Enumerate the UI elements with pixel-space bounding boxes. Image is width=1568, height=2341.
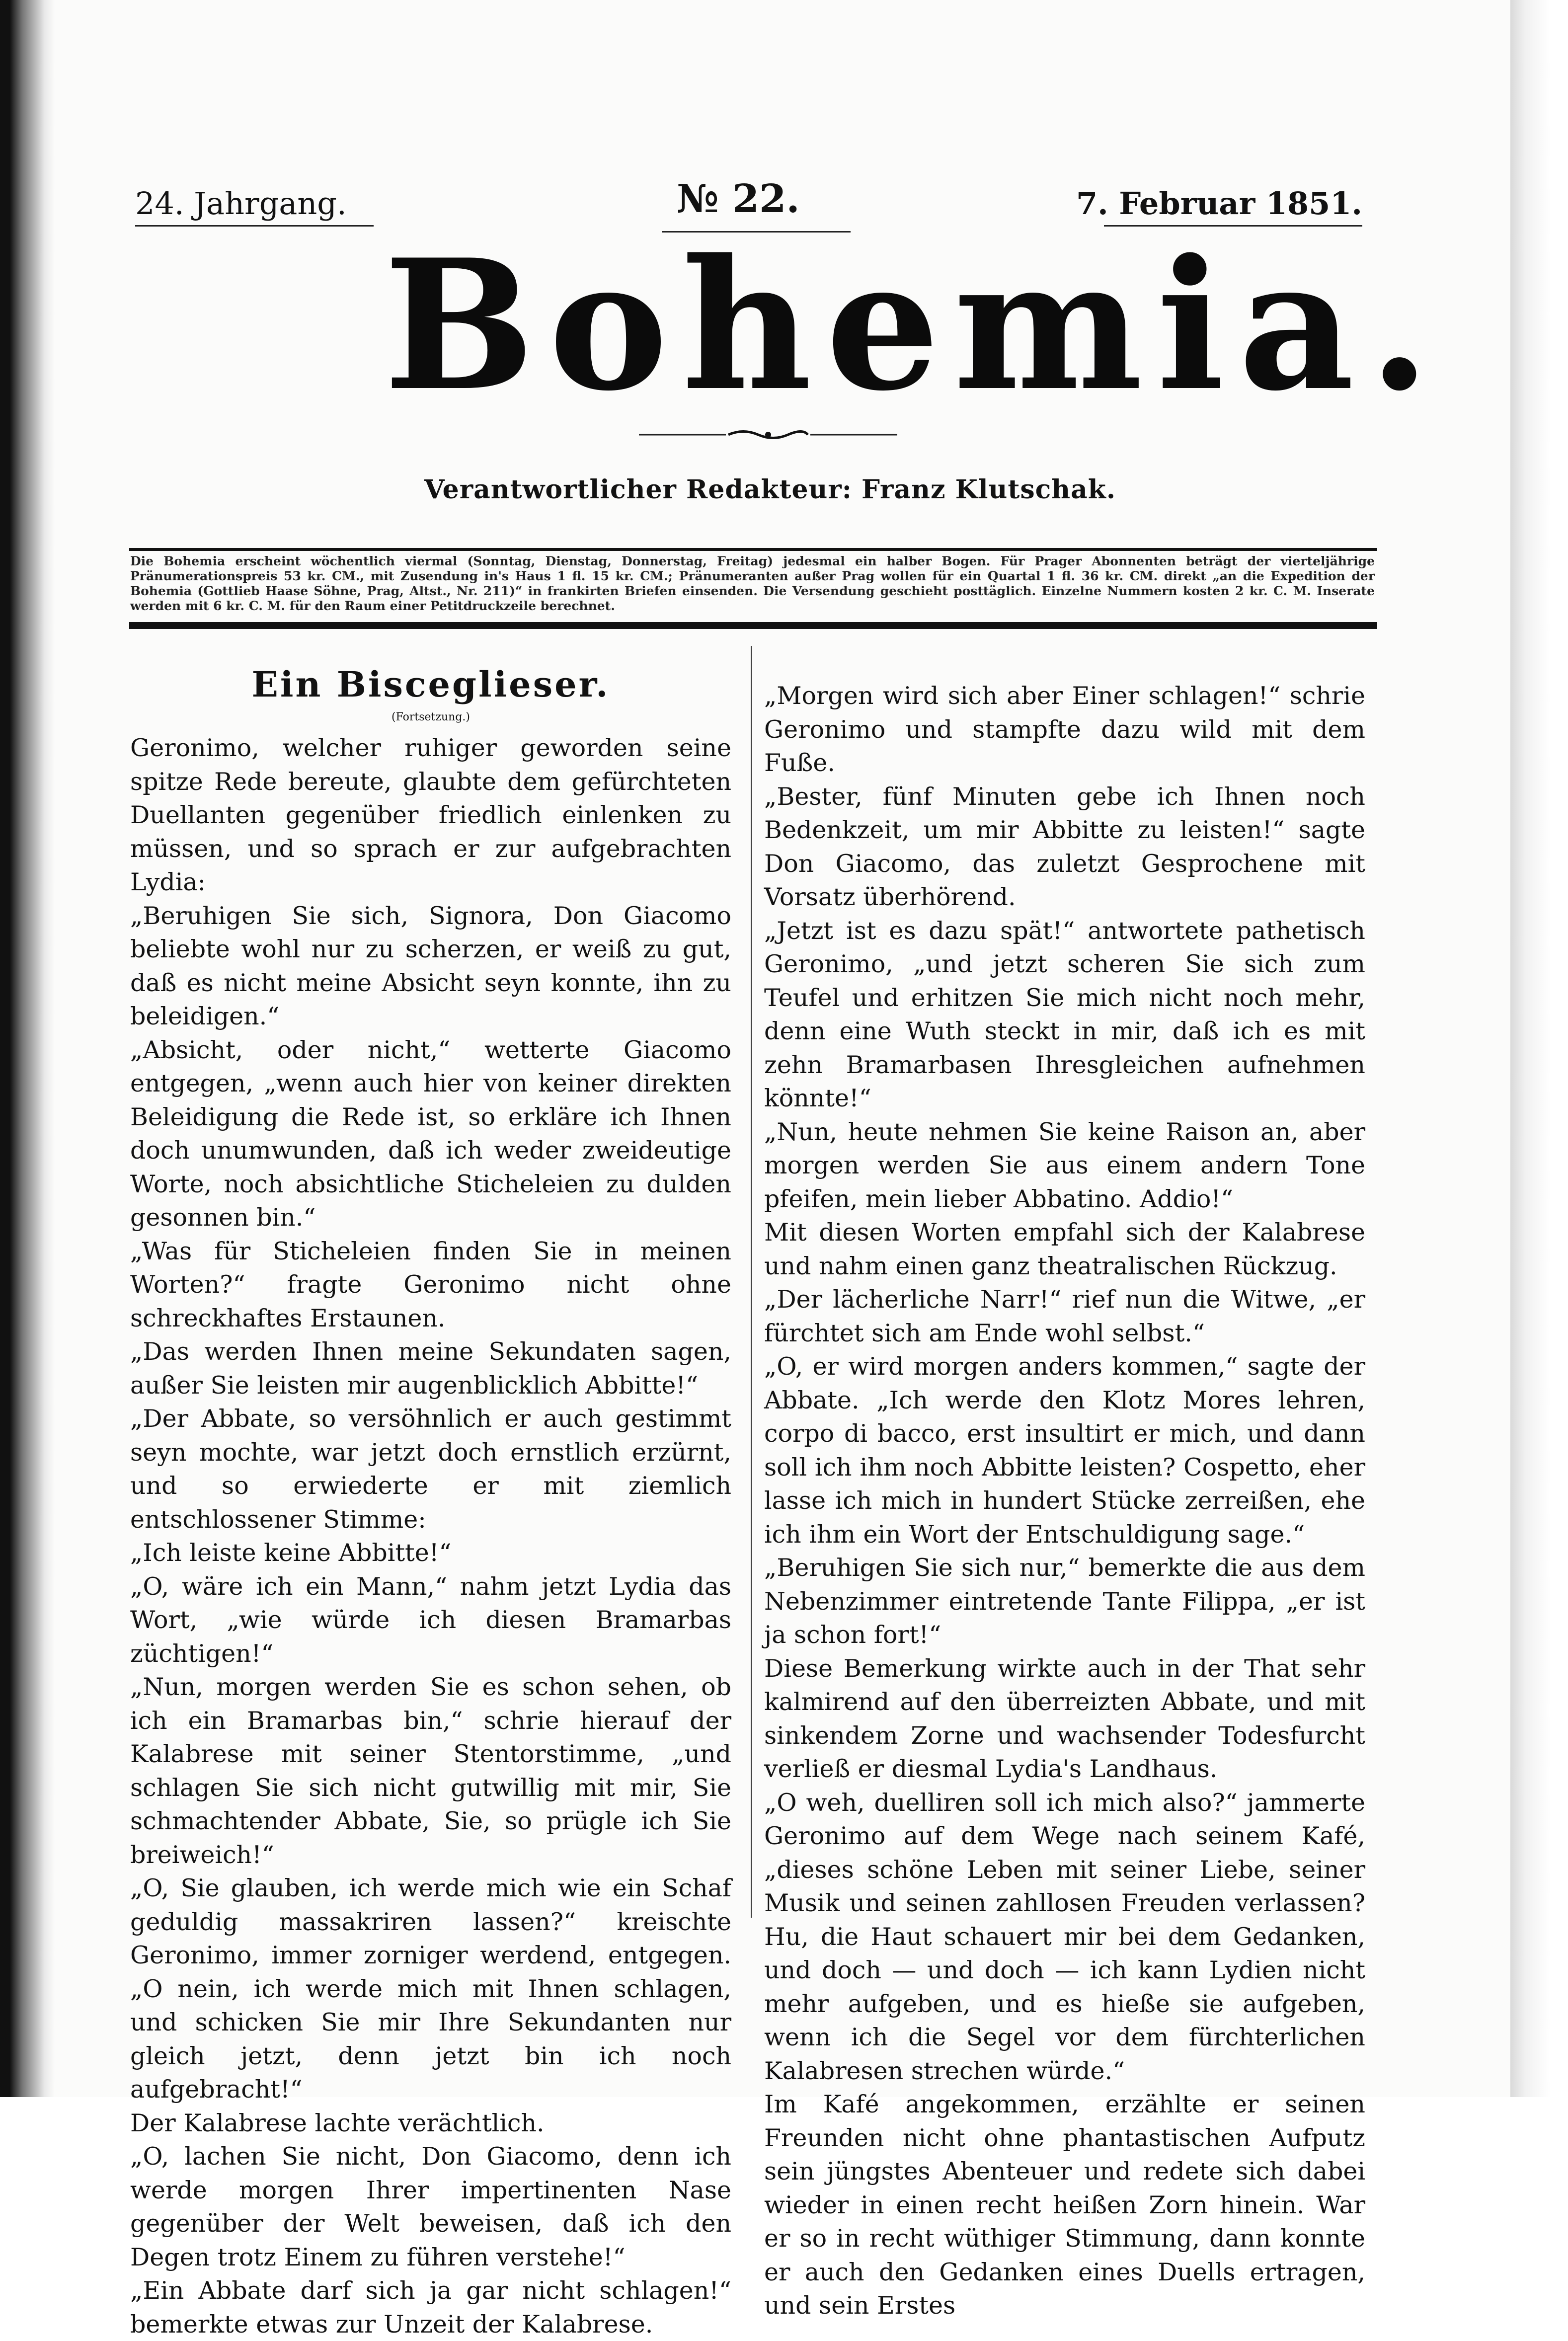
paragraph: „Ich leiste keine Abbitte!“ bbox=[130, 1539, 452, 1567]
paragraph: „Morgen wird sich aber Einer schlagen!“ schrie Geronimo und stampfte dazu wild mit dem Fuße. bbox=[764, 682, 1365, 777]
paragraph: „O, Sie glauben, ich werde mich wie ein Schaf geduldig massakriren lassen?“ kreischte Geronimo, immer zorniger werdend, entgegen. „O nein, ich werde mich mit Ihnen schlagen, und schicken Sie mir Ihre Sekundanten nur gleich jetzt, denn jetzt bin ich noch aufgebracht!“ bbox=[130, 1874, 731, 2104]
paragraph: Diese Bemerkung wirkte auch in der That sehr kalmirend auf den überreizten Abbate, und mit sinkendem Zorne und wachsender Todesfurcht verließ er diesmal Lydia's Landhaus. bbox=[764, 1654, 1365, 1783]
paragraph: „Beruhigen Sie sich, Signora, Don Giacomo beliebte wohl nur zu scherzen, er weiß zu gut, daß es nicht meine Absicht seyn konnte, ihn zu beleidigen.“ bbox=[130, 901, 731, 1030]
paragraph: „Nun, morgen werden Sie es schon sehen, ob ich ein Bramarbas bin,“ schrie hierauf der Kalabrese mit seiner Stentorstimme, „und schlagen Sie sich nicht gutwillig mit mir, Sie schmachtender Abbate, Sie, so prügle ich Sie breiweich!“ bbox=[130, 1673, 731, 1869]
notice-rule-bottom bbox=[129, 622, 1377, 629]
paragraph: „O, lachen Sie nicht, Don Giacomo, denn ich werde morgen Ihrer impertinenten Nase gegenüber der Welt beweisen, daß ich den Degen trotz Einem zu führen verstehe!“ bbox=[130, 2142, 731, 2271]
article-column-right bbox=[764, 679, 1365, 2323]
ornament-divider bbox=[639, 427, 897, 442]
volume-label: 24. Jahrgang. bbox=[135, 185, 347, 222]
issue-date: 7. Februar 1851. bbox=[1076, 185, 1362, 222]
scan-left-edge bbox=[0, 0, 55, 2097]
paragraph: „Bester, fünf Minuten gebe ich Ihnen noch Bedenkzeit, um mir Abbitte zu leisten!“ sagte Don Giacomo, das zuletzt Gesprochene mit Vorsatz überhörend. bbox=[764, 782, 1365, 911]
paragraph: Im Kafé angekommen, erzählte er seinen Freunden nicht ohne phantastischen Aufputz sein jüngstes Abenteuer und redete sich dabei wieder in einen recht heißen Zorn hinein. War er so in recht wüthiger Stimmung, dann konnte er auch den Gedanken eines Duells ertragen, und sein Erstes bbox=[764, 2090, 1365, 2320]
paragraph: „O, er wird morgen anders kommen,“ sagte der Abbate. „Ich werde den Klotz Mores lehren, corpo di bacco, erst insultirt er mich, und dann soll ich ihm noch Abbitte leisten? Cospetto, eher lasse ich mich in hundert Stücke zerreißen, ehe ich ihm ein Wort der Entschuldigung sage.“ bbox=[764, 1352, 1365, 1549]
paragraph: „Absicht, oder nicht,“ wetterte Giacomo entgegen, „wenn auch hier von keiner direkten Beleidigung die Rede ist, so erkläre ich Ihnen doch unumwunden, daß ich weder zweideutige Worte, noch absichtliche Sticheleien zu dulden gesonnen bin.“ bbox=[130, 1035, 731, 1232]
paragraph: Mit diesen Worten empfahl sich der Kalabrese und nahm einen ganz theatralischen Rückzug. bbox=[764, 1218, 1365, 1280]
paragraph: „Das werden Ihnen meine Sekundaten sagen, außer Sie leisten mir augenblicklich Abbitte!“ bbox=[130, 1337, 731, 1400]
paragraph: „Der Abbate, so versöhnlich er auch gestimmt seyn mochte, war jetzt doch ernstlich erzürnt, und so erwiederte er mit ziemlich entschlossener Stimme: bbox=[130, 1405, 731, 1534]
newspaper-title: Bohemia. bbox=[384, 220, 1445, 430]
paragraph: Der Kalabrese lachte verächtlich. bbox=[130, 2108, 545, 2137]
paragraph: „Was für Sticheleien finden Sie in meinen Worten?“ fragte Geronimo nicht ohne schreckhaftes Erstaunen. bbox=[130, 1237, 731, 1332]
editor-line: Verantwortlicher Redakteur: Franz Klutschak. bbox=[424, 474, 1116, 505]
paragraph: „Der lächerliche Narr!“ rief nun die Witwe, „er fürchtet sich am Ende wohl selbst.“ bbox=[764, 1285, 1365, 1347]
paragraph: „Jetzt ist es dazu spät!“ antwortete pathetisch Geronimo, „und jetzt scheren Sie sich zum Teufel und erhitzen Sie mich nicht noch mehr, denn eine Wuth steckt in mir, daß ich es mit zehn Bramarbasen Ihresgleichen aufnehmen könnte!“ bbox=[764, 916, 1365, 1112]
paragraph: „O weh, duelliren soll ich mich also?“ jammerte Geronimo auf dem Wege nach seinem Kafé, „dieses schöne Leben mit seiner Liebe, seiner Musik und seinen zahllosen Freuden verlassen? Hu, die Haut schauert mir bei dem Gedanken, und doch — und doch — ich kann Lydien nicht mehr aufgeben, und es hieße sie aufgeben, wenn ich die Segel vor dem fürchterlichen Kalabresen strechen würde.“ bbox=[764, 1788, 1365, 2085]
paragraph: „Beruhigen Sie sich nur,“ bemerkte die aus dem Nebenzimmer eintretende Tante Filippa, „er ist ja schon fort!“ bbox=[764, 1554, 1365, 1649]
article-column-left bbox=[130, 660, 731, 2341]
paragraph: Geronimo, welcher ruhiger geworden seine spitze Rede bereute, glaubte dem gefürchteten Duellanten gegenüber friedlich einlenken zu müssen, und so sprach er zur aufgebrachten Lydia: bbox=[130, 734, 731, 896]
article-title: Ein Bisceglieser. bbox=[251, 664, 610, 705]
scan-right-margin bbox=[1510, 0, 1568, 2097]
masthead-rule-left bbox=[135, 225, 374, 227]
issue-number: № 22. bbox=[677, 176, 800, 222]
paragraph: „Nun, heute nehmen Sie keine Raison an, aber morgen werden Sie aus einem andern Tone pfeifen, mein lieber Abbatino. Addio!“ bbox=[764, 1117, 1365, 1213]
column-separator bbox=[751, 646, 752, 1918]
article-subtitle: (Fortsetzung.) bbox=[392, 711, 470, 723]
subscription-notice: Die Bohemia erscheint wöchentlich viermal (Sonntag, Dienstag, Donnerstag, Freitag) jedesmal ein halber Bogen. Für Prager Abonnenten beträgt der vierteljährige Pränumerationspreis 53 kr. CM., mit Zusendung in's Haus 1 fl. 15 kr. CM.; Pränumeranten außer Prag wollen für ein Quartal 1 fl. 36 kr. CM. direkt „an die Expedition der Bohemia (Gottlieb Haase Söhne, Prag, Altst., Nr. 211)“ in frankirten Briefen einsenden. Die Versendung geschieht posttäglich. Einzelne Nummern kosten 2 kr. C. M. Inserate werden mit 6 kr. C. M. für den Raum einer Petitdruckzeile berechnet. bbox=[130, 554, 1375, 613]
notice-rule-top bbox=[129, 548, 1377, 551]
paragraph: „O, wäre ich ein Mann,“ nahm jetzt Lydia das Wort, „wie würde ich diesen Bramarbas züchtigen!“ bbox=[130, 1572, 731, 1668]
paragraph: „Ein Abbate darf sich ja gar nicht schlagen!“ bemerkte etwas zur Unzeit der Kalabrese. bbox=[130, 2276, 731, 2339]
